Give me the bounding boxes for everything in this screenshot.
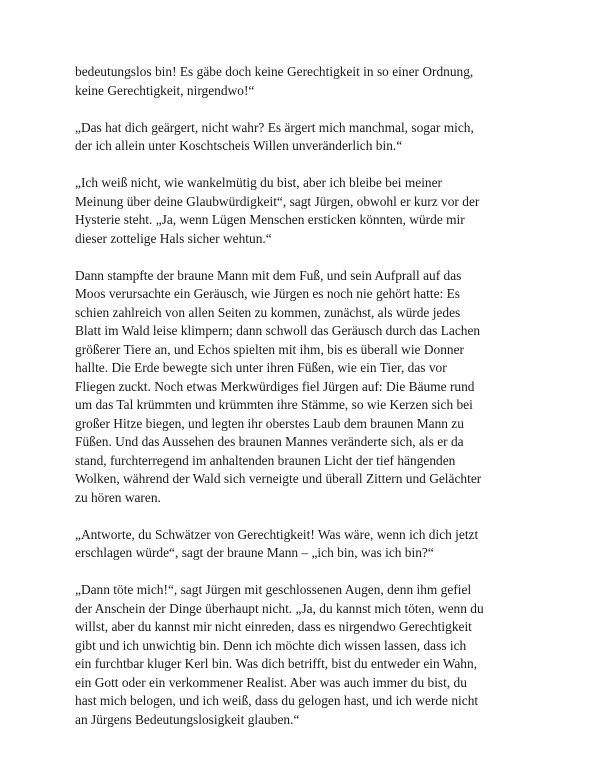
paragraph: „Das hat dich geärgert, nicht wahr? Es ärgert mich manchmal, sogar mich, der ich allein unter Koschtscheis Willen unveränderlich bin.“ <box>75 119 474 153</box>
document-page <box>75 63 535 748</box>
paragraph: bedeutungslos bin! Es gäbe doch keine Gerechtigkeit in so einer Ordnung, keine Gerechtigkeit, nirgendwo!“ <box>75 64 474 98</box>
paragraph: „Ich weiß nicht, wie wankelmütig du bist, aber ich bleibe bei meiner Meinung über deine Glaubwürdigkeit“, sagt Jürgen, obwohl er kurz vor der Hysterie steht. „Ja, wenn Lügen Menschen ersticken könnten, würde mir dieser zottelige Hals sicher wehtun.“ <box>75 175 480 246</box>
paragraph: „Dann töte mich!“, sagt Jürgen mit geschlossenen Augen, denn ihm gefiel der Anschein der Dinge überhaupt nicht. „Ja, du kannst mich töten, wenn du willst, aber du kannst mir nicht einreden, dass es nirgendwo Gerechtigkeit gibt und ich unwichtig bin. Denn ich möchte dich wissen lassen, dass ich ein furchtbar kluger Kerl bin. Was dich betrifft, bist du entweder ein Wahn, ein Gott oder ein verkommener Realist. Aber was auch immer du bist, du hast mich belogen, und ich weiß, dass du gelogen hast, und ich werde nicht an Jürgens Bedeutungslosigkeit glauben.“ <box>75 582 484 727</box>
paragraph: „Antworte, du Schwätzer von Gerechtigkeit! Was wäre, wenn ich dich jetzt erschlagen würde“, sagt der braune Mann – „ich bin, was ich bin?“ <box>75 526 479 560</box>
paragraph: Dann stampfte der braune Mann mit dem Fuß, und sein Aufprall auf das Moos verursachte ein Geräusch, wie Jürgen es noch nie gehört hatte: Es schien zahlreich von allen Seiten zu kommen, zunächst, als würde jedes Blatt im Wald leise klimpern; dann schwoll das Geräusch durch das Lachen größerer Tiere an, und Echos spielten mit ihm, bis es überall wie Donner hallte. Die Erde bewegte sich unter ihren Füßen, wie ein Tier, das vor Fliegen zuckt. Noch etwas Merkwürdiges fiel Jürgen auf: Die Bäume rund um das Tal krümmten und krümmten ihre Stämme, so wie Kerzen sich bei großer Hitze biegen, und legten ihr oberstes Laub dem braunen Mann zu Füßen. Und das Aussehen des braunen Mannes veränderte sich, als er da stand, furchterregend im anhaltenden braunen Licht der tief hängenden Wolken, während der Wald sich verneigte und überall Zittern und Gelächter zu hören waren. <box>75 267 482 505</box>
